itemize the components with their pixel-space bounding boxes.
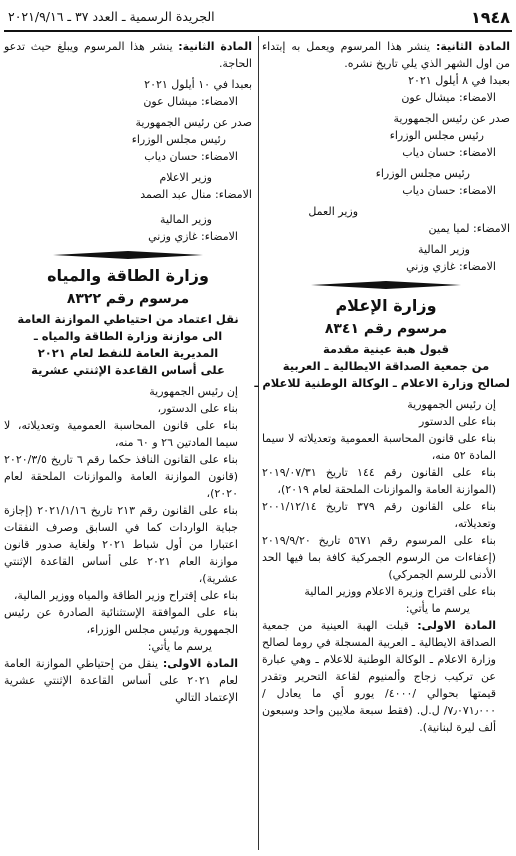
article-label: المادة الاولى: — [162, 657, 238, 670]
basis-clause: بناء على اقتراح وزيرة الاعلام ووزير المالية — [304, 585, 496, 598]
article-text: ينشر هذا المرسوم ويبلغ حيث تدعو الحاجة. — [4, 40, 252, 70]
section-separator — [262, 281, 510, 289]
article-text: ينشر هذا المرسوم ويعمل به إبتداء من اول الشهر الذي يلي تاريخ نشره. — [262, 40, 510, 70]
signing-date: بعبدا في ٨ أيلول ٢٠٢١ — [408, 74, 510, 87]
basis-clause: بناء على القانون النافذ حكما رقم ٦ تاريخ ٢٠٢٠/٣/٥ (قانون الموازنة العامة والموازنات الملحقة لعام ٢٠٢٠)، — [4, 453, 238, 500]
basis-clause: بناء على الدستور، — [157, 402, 238, 415]
header-rule — [4, 30, 512, 32]
signing-date: بعبدا في ١٠ أيلول ٢٠٢١ — [144, 78, 252, 91]
decree-subject-line: لصالح وزارة الاعلام ـ الوكالة الوطنية للاعلام ـ — [254, 376, 510, 390]
article-2-paragraph — [262, 38, 510, 72]
president-signature: الامضاء: ميشال عون — [143, 95, 238, 108]
basis-clause: بناء على القانون رقم ١٤٤ تاريخ ٢٠١٩/٠٧/٣١ (الموازنة العامة والموازنات الملحقة لعام ٢٠١٩)، — [262, 466, 496, 496]
basis-clause: بناء على القانون رقم ٢١٣ تاريخ ٢٠٢١/١/١٦ (إجازة جباية الواردات كما في السابق وصرف النفقات اعتبارا من أول شباط ٢٠٢١ ولغاية صدور قانون موازنة العام ٢٠٢١ على أساس القاعدة الإثنتي عشرية)، — [4, 504, 238, 585]
article-1-paragraph — [262, 617, 510, 736]
labor-minister-signature: الامضاء: لميا يمين — [428, 222, 510, 235]
ministry-heading: وزارة الطاقة والمياه — [47, 266, 209, 285]
labor-minister-title: وزير العمل — [308, 205, 358, 218]
info-minister-title: وزير الاعلام — [159, 171, 212, 184]
decree-subject-line: قبول هبة عينية مقدمة — [322, 342, 450, 356]
section-separator — [4, 251, 252, 259]
basis-clause: بناء على إقتراح وزير الطاقة والمياه ووزير المالية، — [13, 589, 238, 602]
decree-subject-line: المديرية العامة للنفط لعام ٢٠٢١ — [37, 346, 219, 360]
issued-by: صدر عن رئيس الجمهورية — [393, 112, 510, 125]
president-preamble: إن رئيس الجمهورية — [149, 385, 238, 398]
basis-clause: بناء على القانون رقم ٣٧٩ تاريخ ٢٠٠١/١٢/١٤ وتعديلاته، — [262, 500, 496, 530]
basis-clause: بناء على قانون المحاسبة العمومية وتعديلاته، لا سيما المادتين ٢٦ و ٦٠ منه، — [4, 419, 238, 449]
decree-subject-line: من جمعية الصداقة الايطالية ـ العربية — [282, 359, 490, 373]
pm-title: رئيس مجلس الوزراء — [131, 133, 226, 146]
president-preamble: إن رئيس الجمهورية — [407, 398, 496, 411]
left-column — [4, 38, 252, 706]
column-divider — [258, 36, 259, 850]
basis-clause: بناء على الدستور — [419, 415, 496, 428]
article-text: قبلت الهبة العينية من جمعية الصداقة الايطالية ـ العربية المسجلة في روما لصالح وزارة الاعلام ـ الوكالة الوطنية للاعلام ـ وهي عبارة عن تركيب زجاج وألمنيوم لقاعة التحرير وتقدر قيمتها بحوالي /٤٠٠٠/ يورو أي ما يعادل /٧٫٠٧١٫٠٠٠/ ل.ل. (فقط سبعة ملايين واحد وسبعون ألف ليرة لبنانية). — [262, 619, 496, 734]
ministry-heading: وزارة الإعلام — [335, 296, 437, 315]
pm-signature-2: الامضاء: حسان دياب — [402, 184, 496, 197]
finance-minister-title: وزير المالية — [418, 243, 470, 256]
pm-signature: الامضاء: حسان دياب — [402, 146, 496, 159]
finance-minister-title: وزير المالية — [160, 213, 212, 226]
page-header — [0, 0, 516, 30]
decree-subject-line: الى موازنة وزارة الطاقة والمياه ـ — [33, 329, 223, 343]
basis-clause: بناء على قانون المحاسبة العمومية وتعديلاته لا سيما المادة ٥٢ منه، — [262, 432, 496, 462]
decree-subject-line: نقل اعتماد من احتياطي الموازنة العامة — [17, 312, 239, 326]
journal-issue-title: الجريدة الرسمية ـ العدد ٣٧ ـ ٢٠٢١/٩/١٦ — [8, 9, 215, 24]
info-minister-signature: الامضاء: منال عبد الصمد — [140, 188, 252, 201]
decree-number: مرسوم رقم ٨٣٢٢ — [66, 291, 190, 307]
article-label: المادة الثانية: — [178, 40, 252, 53]
decrees-phrase: يرسم ما يأتي: — [405, 602, 470, 615]
pm-title: رئيس مجلس الوزراء — [389, 129, 484, 142]
pm-signature: الامضاء: حسان دياب — [144, 150, 238, 163]
decree-number: مرسوم رقم ٨٣٤١ — [324, 321, 448, 337]
issued-by: صدر عن رئيس الجمهورية — [135, 116, 252, 129]
right-column — [254, 38, 510, 736]
basis-clause: بناء على المرسوم رقم ٥٦٧١ تاريخ ٢٠١٩/٩/٢٠ (إعفاءات من الرسوم الجمركية كافة بما فيها الحد الأدنى للرسم الجمركي) — [262, 534, 496, 581]
finance-minister-signature: الامضاء: غازي وزني — [148, 230, 238, 243]
article-label: المادة الاولى: — [417, 619, 496, 632]
page-number: ١٩٤٨ — [470, 8, 510, 27]
article-2-paragraph — [4, 38, 252, 72]
article-1-paragraph — [4, 655, 252, 706]
basis-clause: بناء على الموافقة الإستثنائية الصادرة عن رئيس الجمهورية ورئيس مجلس الوزراء، — [4, 606, 238, 636]
article-text: ينقل من إحتياطي الموازنة العامة لعام ٢٠٢١ على أساس القاعدة الإثنتي عشرية الإعتماد التالي — [4, 657, 238, 704]
finance-minister-signature: الامضاء: غازي وزني — [406, 260, 496, 273]
decree-subject-line: على أساس القاعدة الإثنتي عشرية — [31, 363, 225, 377]
president-signature: الامضاء: ميشال عون — [401, 91, 496, 104]
decrees-phrase: يرسم ما يأتي: — [147, 640, 212, 653]
pm-title-2: رئيس مجلس الوزراء — [375, 167, 470, 180]
article-label: المادة الثانية: — [435, 40, 510, 53]
